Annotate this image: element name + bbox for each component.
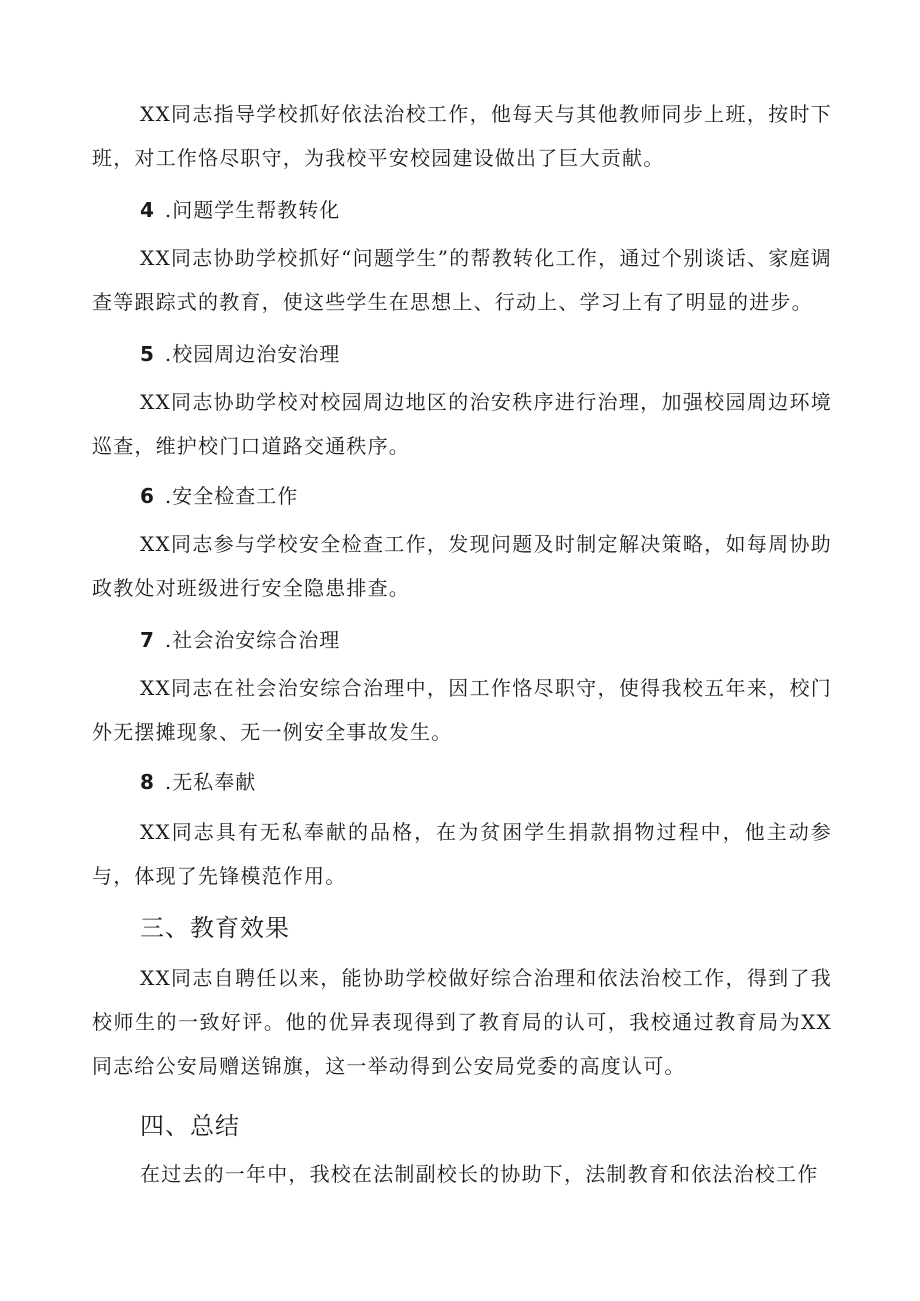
item-4-heading bbox=[140, 188, 340, 232]
paragraph-education-effect: XX同志自聘任以来，能协助学校做好综合治理和依法治校工作，得到了我校师生的一致好评。他的优异表现得到了教育局的认可，我校通过教育局为XX同志给公安局赠送锦旗，这一举动得到公安局党委的高度认可。 bbox=[92, 966, 832, 1078]
item-8-title: .无私奉献 bbox=[164, 770, 257, 794]
paragraph-item-4: XX同志协助学校抓好“问题学生”的帮教转化工作，通过个别谈话、家庭调查等跟踪式的教育，使这些学生在思想上、行动上、学习上有了明显的进步。 bbox=[92, 246, 832, 314]
item-6-heading bbox=[140, 474, 298, 518]
item-7-title: .社会治安综合治理 bbox=[164, 628, 341, 652]
item-4-number: 4 bbox=[140, 198, 155, 222]
item-6-title: .安全检查工作 bbox=[164, 484, 299, 508]
paragraph-item-8: XX同志具有无私奉献的品格，在为贫困学生捐款捐物过程中，他主动参与，体现了先锋模范作用。 bbox=[92, 820, 832, 888]
paragraph-intro: XX同志指导学校抓好依法治校工作，他每天与其他教师同步上班，按时下班，对工作恪尽职守，为我校平安校园建设做出了巨大贡献。 bbox=[92, 102, 832, 170]
section-heading-4: 四、总结 bbox=[140, 1112, 240, 1140]
item-6-number: 6 bbox=[140, 484, 155, 508]
item-5-heading bbox=[140, 332, 340, 376]
section-heading-3: 三、教育效果 bbox=[140, 914, 290, 942]
item-8-number: 8 bbox=[140, 770, 155, 794]
item-4-title: .问题学生帮教转化 bbox=[164, 198, 341, 222]
item-5-number: 5 bbox=[140, 342, 155, 366]
item-5-title: .校园周边治安治理 bbox=[164, 342, 341, 366]
paragraph-item-7: XX同志在社会治安综合治理中，因工作恪尽职守，使得我校五年来，校门外无摆摊现象、无一例安全事故发生。 bbox=[92, 676, 832, 744]
item-7-heading bbox=[140, 618, 340, 662]
item-8-heading bbox=[140, 760, 256, 804]
paragraph-item-6: XX同志参与学校安全检查工作，发现问题及时制定解决策略，如每周协助政教处对班级进行安全隐患排查。 bbox=[92, 532, 832, 600]
item-7-number: 7 bbox=[140, 628, 155, 652]
paragraph-summary: 在过去的一年中，我校在法制副校长的协助下，法制教育和依法治校工作 bbox=[140, 1162, 819, 1186]
paragraph-item-5: XX同志协助学校对校园周边地区的治安秩序进行治理，加强校园周边环境巡查，维护校门口道路交通秩序。 bbox=[92, 390, 832, 458]
